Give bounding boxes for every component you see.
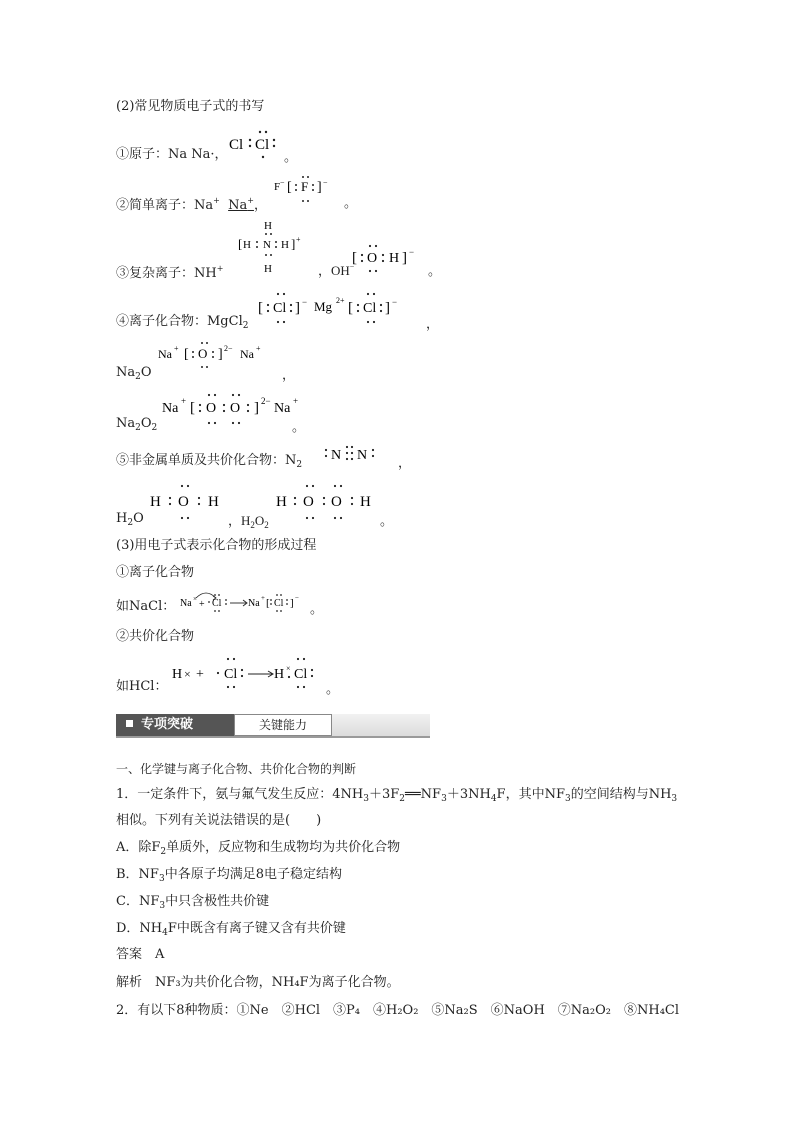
svg-text:]: ] bbox=[295, 300, 300, 316]
q1-stem-line2: 相似。下列有关说法错误的是( ) bbox=[116, 813, 322, 828]
svg-text:Cl: Cl bbox=[363, 301, 377, 316]
svg-text:Na: Na bbox=[158, 347, 172, 361]
svg-text:]: ] bbox=[291, 236, 296, 251]
svg-text:Cl: Cl bbox=[294, 667, 308, 682]
nacl-label: 如NaCl： bbox=[116, 599, 176, 614]
complex-ion-line: ③复杂离子：NH+ bbox=[116, 264, 224, 281]
svg-text:+: + bbox=[196, 667, 204, 682]
f-ion-electron-formula bbox=[274, 174, 344, 212]
h2o2-electron-formula bbox=[276, 478, 386, 528]
svg-text:Na: Na bbox=[162, 401, 179, 416]
section3-title: (3)用电子式表示化合物的形成过程 bbox=[116, 538, 317, 553]
svg-text:−: − bbox=[409, 247, 415, 257]
svg-text:2−: 2− bbox=[261, 396, 271, 406]
svg-text:2+: 2+ bbox=[336, 296, 345, 305]
svg-text:Na: Na bbox=[180, 598, 192, 609]
n2-line: ⑤非金属单质及共价化合物：$N_2$ bbox=[116, 453, 303, 470]
svg-text:H: H bbox=[389, 251, 400, 266]
svg-text:[: [ bbox=[348, 300, 353, 316]
na-atom-formula: Na· bbox=[191, 147, 215, 162]
svg-text:H: H bbox=[281, 239, 289, 251]
nacl-formation-diagram bbox=[180, 588, 312, 622]
svg-text:H: H bbox=[150, 494, 161, 510]
svg-text:O: O bbox=[198, 346, 208, 361]
svg-text:+: + bbox=[256, 344, 261, 353]
q2-stem: 2．有以下8种物质：①Ne ②HCl ③P₄ ④H₂O₂ ⑤Na₂S ⑥NaOH ⑦Na₂O₂ ⑧NH₄Cl bbox=[116, 1003, 680, 1018]
svg-text:[: [ bbox=[184, 347, 189, 362]
simple-ion-line: ②简单离子：Na+ Na+， bbox=[116, 196, 267, 213]
svg-text:H: H bbox=[264, 263, 272, 275]
hcl-formation-diagram bbox=[172, 652, 332, 696]
h2o2-label: ，$H_2O_2$ bbox=[228, 513, 269, 530]
svg-text:Cl: Cl bbox=[273, 301, 287, 316]
svg-text:]: ] bbox=[218, 347, 223, 362]
svg-text:[: [ bbox=[266, 597, 270, 609]
svg-text:O: O bbox=[206, 401, 217, 416]
svg-text:H: H bbox=[172, 667, 183, 682]
svg-text:Na: Na bbox=[274, 401, 291, 416]
svg-text:[: [ bbox=[287, 180, 292, 195]
q1-answer: 答案 A bbox=[116, 947, 165, 962]
svg-text:Na: Na bbox=[240, 347, 254, 361]
svg-text:Cl: Cl bbox=[229, 137, 244, 153]
q1-analysis: 解析 NF₃为共价化合物，NH₄F为离子化合物。 bbox=[116, 975, 400, 990]
svg-text:Mg: Mg bbox=[314, 299, 333, 314]
svg-text:+: + bbox=[293, 396, 299, 406]
svg-text:[: [ bbox=[238, 236, 243, 251]
na-ion-formula: Na+ bbox=[228, 196, 254, 213]
svg-text:H: H bbox=[360, 494, 371, 510]
svg-text:N: N bbox=[331, 448, 342, 463]
svg-text:F: F bbox=[301, 179, 309, 194]
banner-section-label: 关键能力 bbox=[234, 714, 332, 736]
h2o-label: $H_2O$ bbox=[116, 511, 144, 528]
svg-text:O: O bbox=[230, 401, 241, 416]
svg-text:−: − bbox=[302, 297, 308, 307]
svg-text:N: N bbox=[263, 239, 271, 251]
svg-text:]: ] bbox=[290, 597, 294, 609]
svg-text:F: F bbox=[274, 181, 281, 193]
svg-text:[: [ bbox=[190, 400, 195, 416]
svg-text:[: [ bbox=[352, 250, 357, 266]
atom-line: ①原子：Na Na·， bbox=[116, 147, 228, 162]
svg-text:+: + bbox=[174, 344, 179, 353]
hcl-label: 如HCl： bbox=[116, 679, 168, 694]
svg-text:O: O bbox=[367, 251, 378, 266]
oh-label: ，OH− bbox=[318, 262, 355, 278]
part1-heading: 一、化学键与离子化合物、共价化合物的判断 bbox=[116, 762, 357, 776]
svg-text:]: ] bbox=[385, 300, 390, 316]
svg-text:O: O bbox=[303, 494, 314, 510]
section2-title: (2)常见物质电子式的书写 bbox=[116, 99, 265, 114]
svg-text:×: × bbox=[193, 595, 197, 603]
na2o-label: $Na_2O$ bbox=[116, 365, 152, 382]
svg-text:H: H bbox=[208, 494, 219, 510]
na2o-electron-formula bbox=[158, 336, 288, 380]
svg-text:]: ] bbox=[402, 250, 407, 266]
na2o2-electron-formula bbox=[162, 388, 342, 434]
svg-text:Cl: Cl bbox=[255, 137, 270, 153]
svg-text:H: H bbox=[264, 220, 272, 232]
nh4-electron-formula bbox=[238, 218, 310, 280]
svg-text:−: − bbox=[280, 178, 285, 187]
svg-text:−: − bbox=[323, 178, 328, 187]
q1-option-c: C．$NF_3$中只含极性共价键 bbox=[116, 894, 270, 911]
svg-text:Cl: Cl bbox=[224, 667, 238, 682]
svg-text:−: − bbox=[295, 594, 299, 602]
svg-text:+: + bbox=[261, 594, 265, 602]
covalent-compound-subtitle: ②共价化合物 bbox=[116, 629, 195, 644]
svg-text:Cl: Cl bbox=[212, 598, 222, 609]
svg-text:O: O bbox=[178, 494, 189, 510]
n2-electron-formula bbox=[322, 442, 398, 472]
svg-text:N: N bbox=[357, 448, 368, 463]
svg-text:[: [ bbox=[258, 300, 263, 316]
svg-text:×: × bbox=[286, 664, 291, 673]
svg-text:H: H bbox=[243, 239, 251, 251]
mgcl2-line: ④离子化合物：MgCl$_2$ bbox=[116, 314, 249, 331]
svg-text:H: H bbox=[274, 667, 285, 682]
h2o-electron-formula bbox=[150, 478, 230, 528]
oh-electron-formula bbox=[352, 240, 432, 284]
cl-atom-electron-formula bbox=[228, 124, 292, 167]
ionic-compound-subtitle: ①离子化合物 bbox=[116, 565, 195, 580]
svg-text:H: H bbox=[276, 494, 287, 510]
mgcl2-electron-formula bbox=[258, 288, 430, 334]
q1-stem-line1: 1．一定条件下，氨与氟气发生反应：$4NH_3+3F_2══NF_3+3NH_4F$，其中$NF_3$的空间结构与$NH_3$ bbox=[116, 787, 678, 804]
svg-text:Na: Na bbox=[248, 598, 260, 609]
svg-text:+: + bbox=[199, 599, 205, 610]
svg-text:2−: 2− bbox=[224, 344, 233, 353]
section-banner bbox=[116, 714, 430, 738]
svg-text:−: − bbox=[392, 297, 398, 307]
na2o2-label: $Na_2O_2$ bbox=[116, 416, 158, 433]
q1-option-d: D．$NH_4F$中既含有离子键又含有共价键 bbox=[116, 921, 346, 938]
q1-option-a: A．除$F_2$单质外，反应物和生成物均为共价化合物 bbox=[116, 840, 401, 857]
svg-text:×: × bbox=[184, 667, 191, 681]
banner-tag: 专项突破 bbox=[116, 714, 234, 736]
svg-text:]: ] bbox=[254, 400, 259, 416]
svg-text:]: ] bbox=[317, 180, 322, 195]
square-bullet-icon bbox=[126, 720, 133, 727]
svg-text:O: O bbox=[331, 494, 342, 510]
q1-option-b: B．$NF_3$中各原子均满足8电子稳定结构 bbox=[116, 867, 342, 884]
svg-text:Cl: Cl bbox=[274, 598, 284, 609]
svg-text:+: + bbox=[181, 396, 187, 406]
svg-text:+: + bbox=[296, 235, 301, 244]
